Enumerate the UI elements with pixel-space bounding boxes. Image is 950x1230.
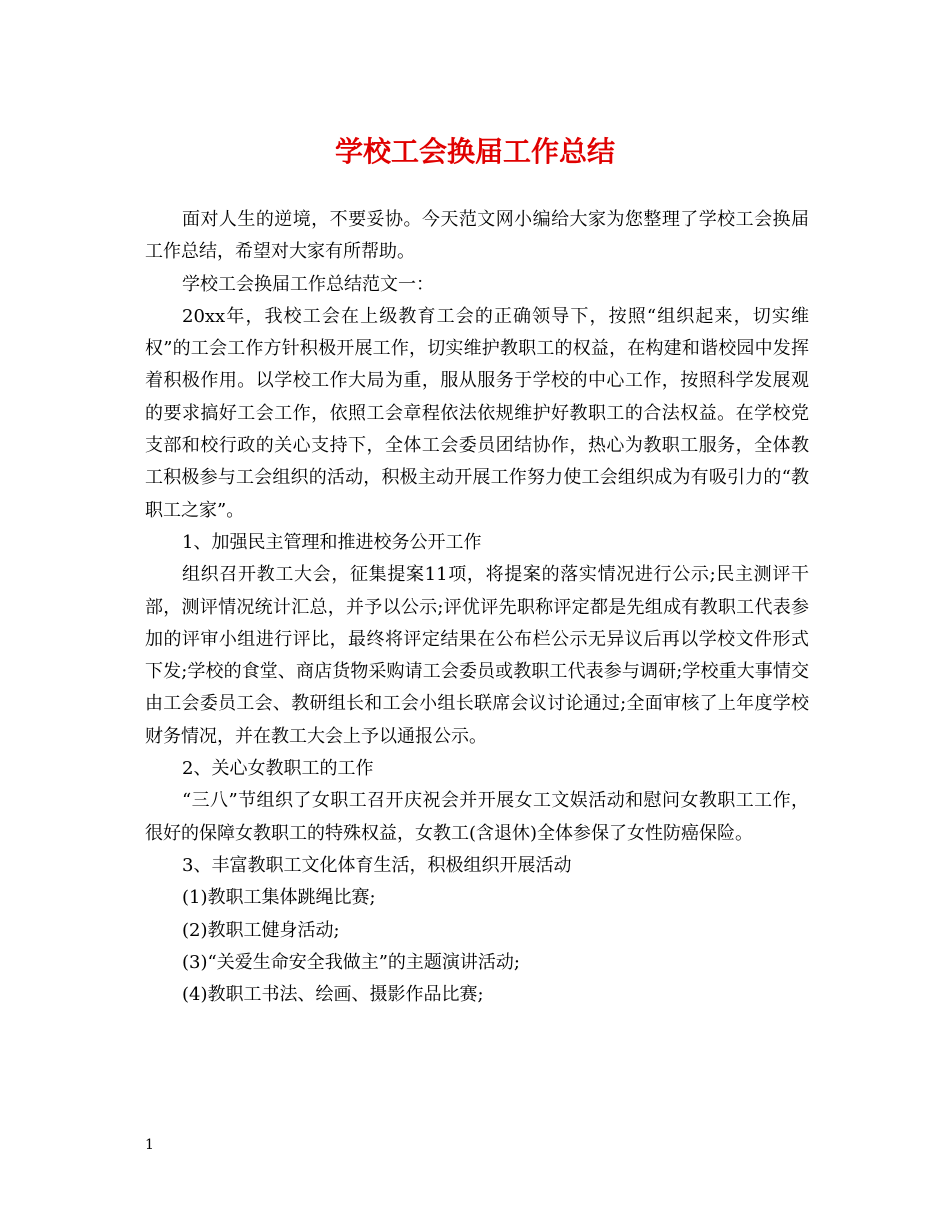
intro-paragraph: 面对人生的逆境，不要妥协。今天范文网小编给大家为您整理了学校工会换届工作总结，希望对大家有所帮助。 (145, 209, 809, 263)
sample-heading: 学校工会换届工作总结范文一： (182, 273, 434, 295)
document-body (145, 204, 809, 1011)
list-item: (1)教职工集体跳绳比赛; (182, 887, 376, 909)
section-heading-3: 3、丰富教职工文化体育生活，积极组织开展活动 (182, 854, 572, 876)
section-heading-1: 1、加强民主管理和推进校务公开工作 (182, 531, 482, 553)
section-paragraph-1: 组织召开教工大会，征集提案11项，将提案的落实情况进行公示;民主测评干部，测评情况统计汇总，并予以公示;评优评先职称评定都是先组成有教职工代表参加的评审小组进行评比，最终将评定结果在公布栏公示无异议后再以学校文件形式下发;学校的食堂、商店货物采购请工会委员或教职工代表参与调研;学校重大事情交由工会委员工会、教研组长和工会小组长联席会议讨论通过;全面审核了上年度学校财务情况，并在教工大会上予以通报公示。 (145, 564, 809, 747)
section-heading-2: 2、关心女教职工的工作 (182, 758, 374, 780)
page-title: 学校工会换届工作总结 (334, 135, 615, 168)
overview-paragraph: 20xx年，我校工会在上级教育工会的正确领导下，按照“组织起来，切实维权”的工会工作方针积极开展工作，切实维护教职工的权益，在构建和谐校园中发挥着积极作用。以学校工作大局为重，服从服务于学校的中心工作，按照科学发展观的要求搞好工会工作，依照工会章程依法依规维护好教职工的合法权益。在学校党支部和校行政的关心支持下，全体工会委员团结协作，热心为教职工服务，全体教工积极参与工会组织的活动，积极主动开展工作努力使工会组织成为有吸引力的“教职工之家”。 (145, 305, 809, 521)
page-number: 1 (145, 1137, 154, 1153)
list-item: (4)教职工书法、绘画、摄影作品比赛; (182, 984, 484, 1006)
list-item: (3)“关爱生命安全我做主”的主题演讲活动; (182, 951, 520, 973)
section-paragraph-2: “三八”节组织了女职工召开庆祝会并开展女工文娱活动和慰问女教职工工作，很好的保障女教职工的特殊权益，女教工(含退休)全体参保了女性防癌保险。 (145, 790, 809, 844)
list-item: (2)教职工健身活动; (182, 919, 340, 941)
